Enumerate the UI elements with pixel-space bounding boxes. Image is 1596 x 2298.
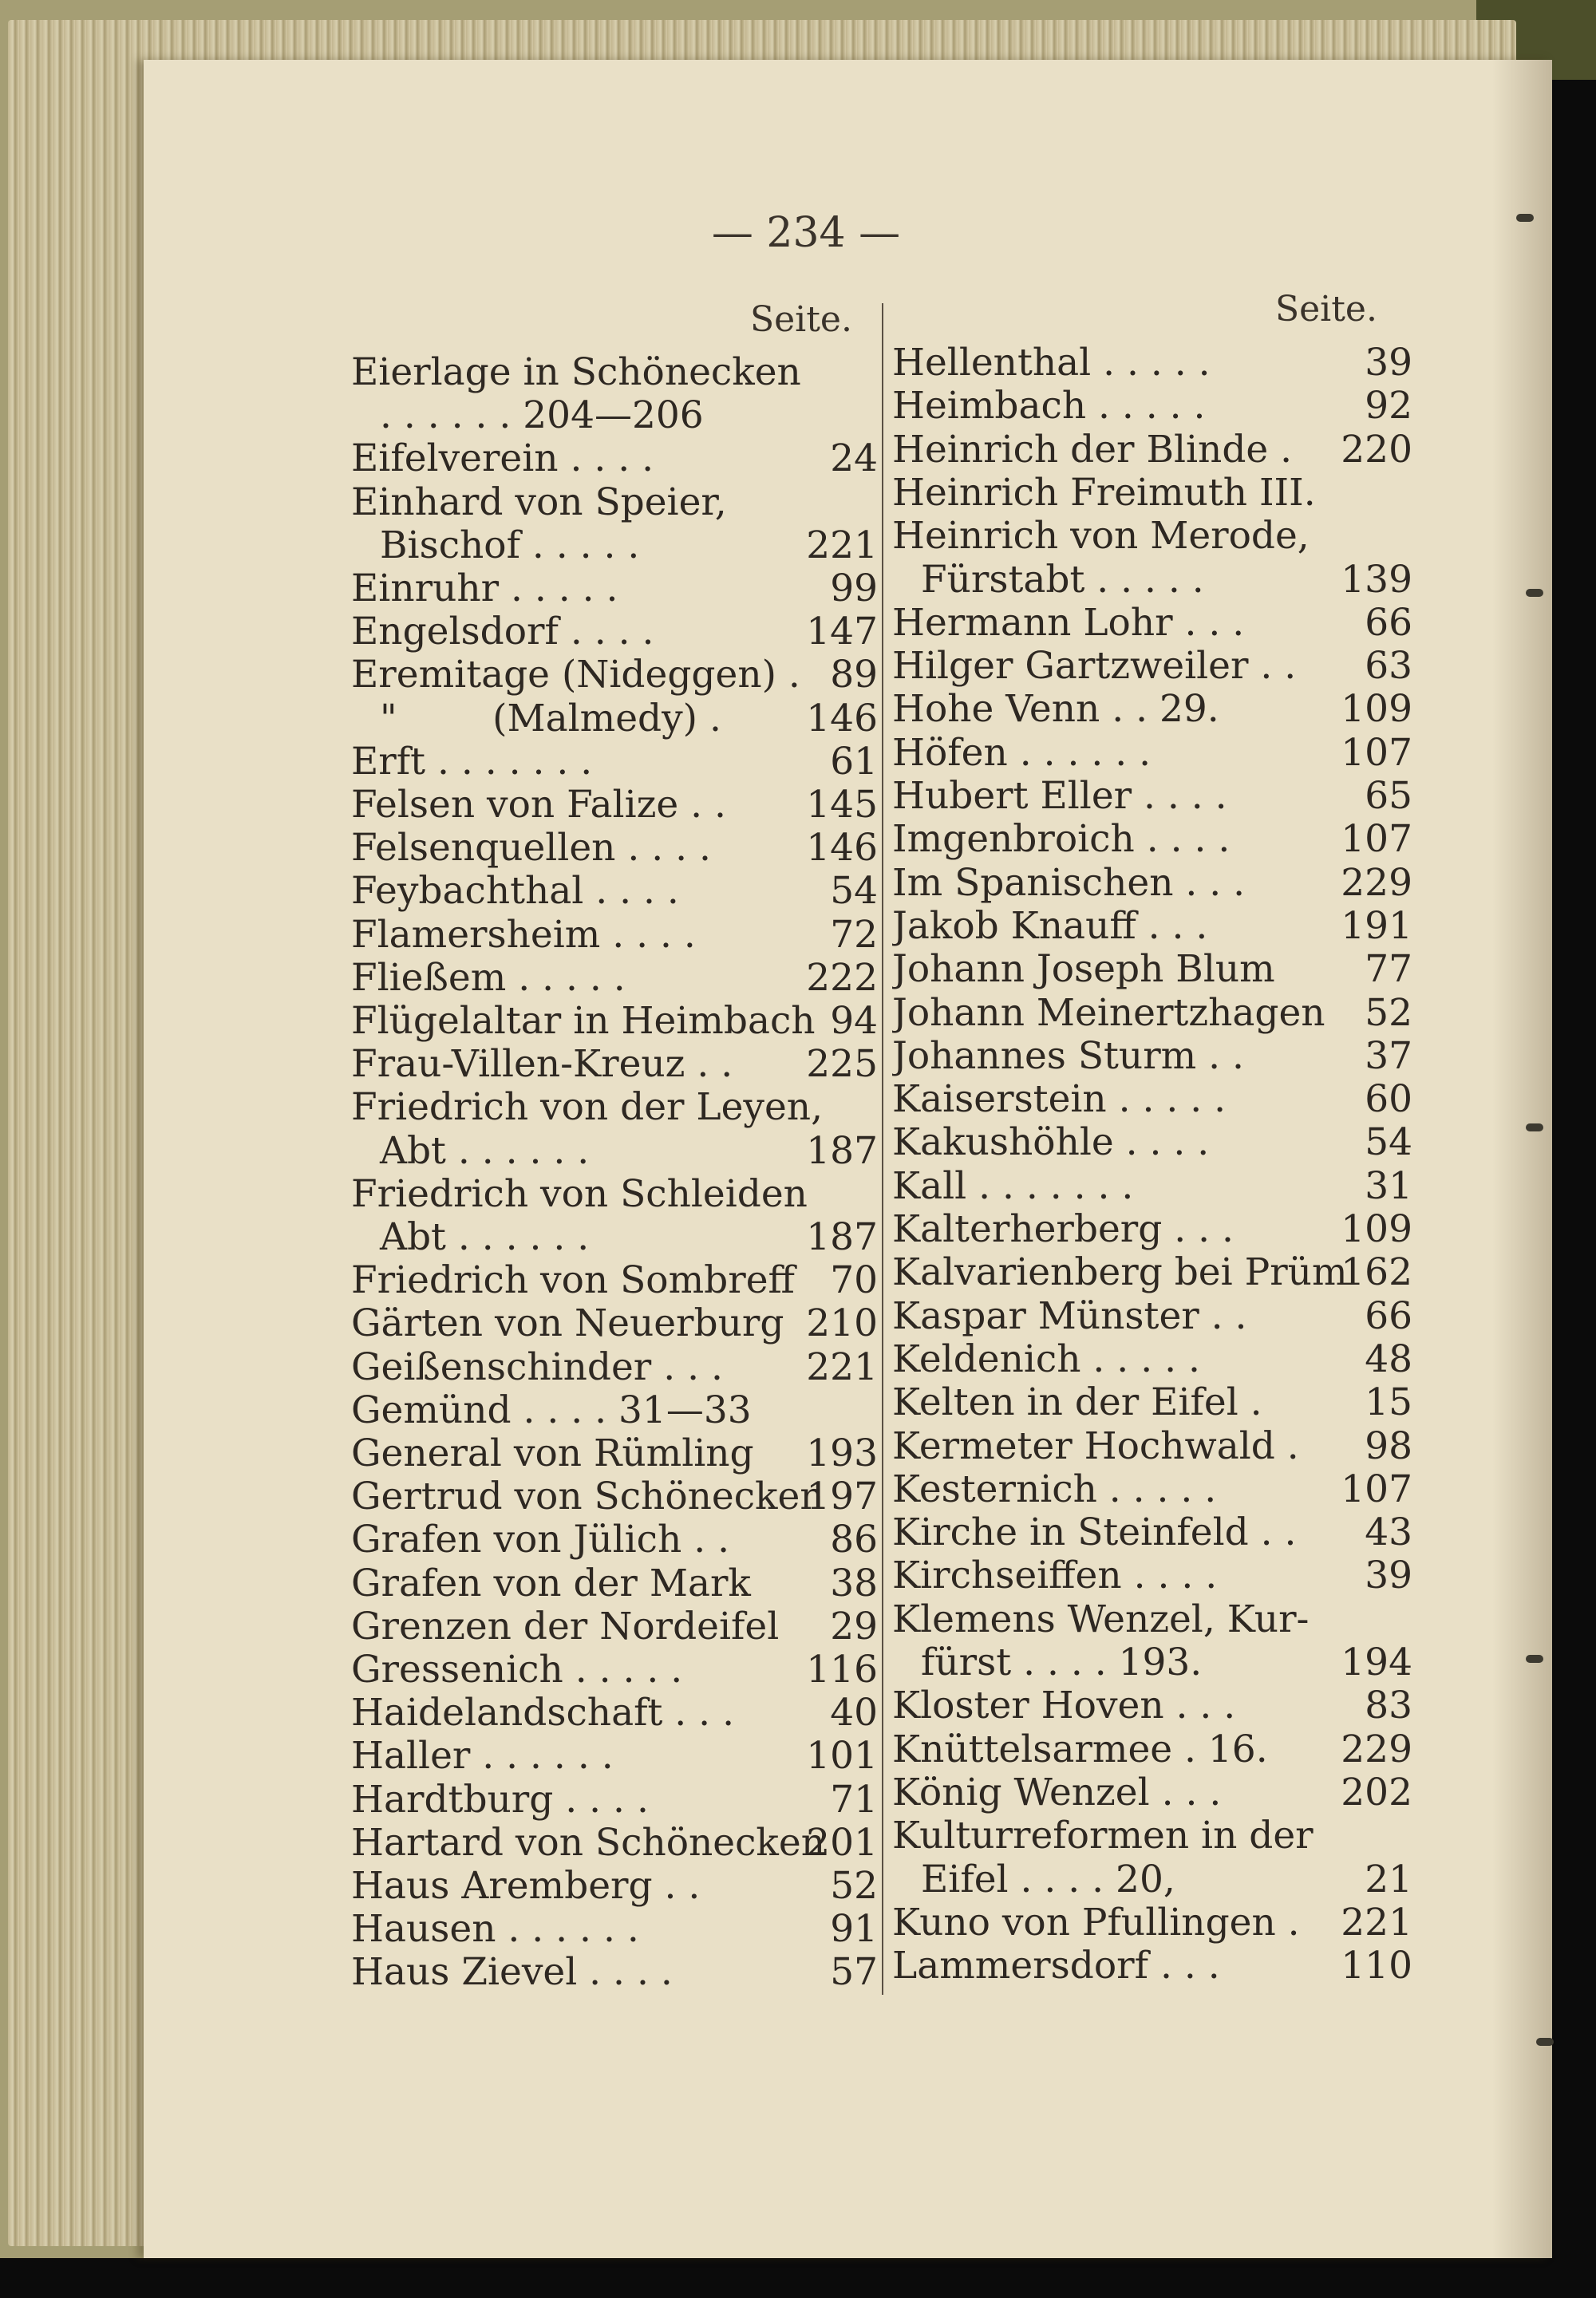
entry-name: Jakob Knauff . . . — [892, 904, 1208, 948]
entry-name: Kaiserstein . . . . . — [892, 1078, 1227, 1122]
entry-page: 91 — [830, 1908, 878, 1952]
entry-page: 83 — [1365, 1684, 1412, 1728]
entry-name: Höfen . . . . . . — [892, 731, 1152, 775]
index-entry — [351, 870, 878, 913]
index-entry — [892, 559, 1412, 602]
entry-name: Eifelverein . . . . — [351, 437, 654, 481]
entry-page: 146 — [806, 697, 878, 740]
index-entry — [892, 818, 1412, 861]
entry-name: Heinrich von Merode, — [892, 515, 1310, 559]
page-mark — [1526, 1655, 1543, 1663]
entry-page: 38 — [830, 1562, 878, 1605]
entry-page: 109 — [1341, 688, 1412, 732]
entry-page: 162 — [1341, 1251, 1412, 1295]
entry-page: 139 — [1341, 558, 1412, 602]
entry-name: Hermann Lohr . . . — [892, 601, 1245, 645]
index-entry — [892, 905, 1412, 948]
index-entry — [892, 1814, 1412, 1858]
index-entry — [351, 1432, 878, 1475]
index-entry — [892, 775, 1412, 818]
index-entry — [351, 653, 878, 697]
index-entry — [892, 1251, 1412, 1294]
index-entry — [892, 1338, 1412, 1381]
entry-name: Grafen von der Mark — [351, 1562, 751, 1605]
index-entry — [351, 784, 878, 827]
entry-name: Gressenich . . . . . — [351, 1648, 683, 1692]
entry-page: 89 — [830, 653, 878, 697]
entry-page: 57 — [830, 1951, 878, 1995]
entry-name: Felsen von Falize . . — [351, 784, 726, 827]
entry-page: 107 — [1341, 1467, 1412, 1511]
index-entry — [892, 1295, 1412, 1338]
index-entry — [351, 1518, 878, 1562]
index-entry — [351, 1822, 878, 1865]
entry-name: König Wenzel . . . — [892, 1771, 1222, 1814]
entry-name: Knüttelsarmee . 16. — [892, 1727, 1268, 1771]
entry-page: 221 — [1341, 1901, 1412, 1945]
entry-page: 201 — [806, 1821, 878, 1865]
entry-page: 52 — [830, 1865, 878, 1908]
entry-page: 71 — [830, 1778, 878, 1822]
entry-name: Geißenschinder . . . — [351, 1345, 723, 1389]
entry-page: 187 — [806, 1129, 878, 1173]
index-entry — [351, 1692, 878, 1735]
entry-page: 193 — [806, 1432, 878, 1475]
entry-name: Kuno von Pfullingen . — [892, 1901, 1300, 1945]
entry-name: Kalterherberg . . . — [892, 1208, 1234, 1251]
entry-page: 191 — [1341, 904, 1412, 948]
entry-name: Flügelaltar in Heimbach — [351, 1000, 816, 1043]
right-column-header: Seite. — [1275, 289, 1377, 330]
entry-page: 229 — [1341, 1727, 1412, 1771]
index-entry — [892, 1641, 1412, 1684]
index-entry — [351, 1216, 878, 1259]
entry-name: Eierlage in Schönecken — [351, 351, 801, 394]
page-number: — 234 — — [711, 209, 901, 257]
entry-name: Hohe Venn . . 29. — [892, 688, 1219, 732]
entry-page: 48 — [1365, 1337, 1412, 1381]
page-mark — [1526, 589, 1543, 597]
entry-name: Haus Zievel . . . . — [351, 1951, 673, 1995]
entry-name: Hellenthal . . . . . — [892, 342, 1211, 385]
index-entry — [892, 1165, 1412, 1208]
entry-name: Abt . . . . . . — [380, 1129, 590, 1173]
page-mark — [1536, 2038, 1554, 2046]
entry-page: 39 — [1365, 342, 1412, 385]
entry-name: Johannes Sturm . . — [892, 1034, 1244, 1078]
entry-name: Kakushöhle . . . . — [892, 1121, 1210, 1165]
entry-name: Lammersdorf . . . — [892, 1945, 1220, 1988]
entry-name: Heimbach . . . . . — [892, 385, 1206, 428]
entry-name: Haidelandschaft . . . — [351, 1692, 735, 1735]
entry-name: Imgenbroich . . . . — [892, 818, 1231, 862]
entry-name: Flamersheim . . . . — [351, 913, 696, 957]
index-entry — [351, 1302, 878, 1345]
entry-page: 66 — [1365, 601, 1412, 645]
entry-page: 229 — [1341, 861, 1412, 905]
entry-name: fürst . . . . 193. — [921, 1641, 1203, 1684]
entry-page: 54 — [1365, 1121, 1412, 1165]
entry-page: 72 — [830, 913, 878, 957]
entry-page: 98 — [1365, 1424, 1412, 1468]
index-entry — [892, 385, 1412, 428]
index-entry — [351, 1000, 878, 1043]
index-entry — [892, 1468, 1412, 1511]
entry-page: 220 — [1341, 428, 1412, 472]
entry-page: 146 — [806, 827, 878, 871]
entry-page: 221 — [806, 1345, 878, 1389]
index-entry — [351, 481, 878, 524]
entry-page: 86 — [830, 1518, 878, 1562]
entry-page: 194 — [1341, 1641, 1412, 1684]
index-entry — [892, 342, 1412, 385]
index-entry — [892, 1684, 1412, 1727]
entry-name: Engelsdorf . . . . — [351, 610, 654, 654]
entry-name: Hubert Eller . . . . — [892, 775, 1227, 818]
column-divider — [882, 303, 883, 1995]
index-entry — [351, 914, 878, 957]
index-entry — [351, 394, 878, 437]
entry-page: 99 — [830, 567, 878, 610]
index-entry — [892, 1121, 1412, 1164]
entry-name: Johann Joseph Blum — [892, 948, 1275, 992]
entry-page: 43 — [1365, 1511, 1412, 1555]
entry-page: 197 — [806, 1475, 878, 1519]
index-entry — [351, 1130, 878, 1173]
index-entry — [892, 1381, 1412, 1424]
index-entry — [892, 1598, 1412, 1641]
entry-name: Grenzen der Nordeifel — [351, 1605, 780, 1648]
entry-name: " (Malmedy) . — [380, 697, 721, 740]
index-entry — [892, 948, 1412, 991]
entry-page: 77 — [1365, 948, 1412, 992]
index-entry — [351, 1086, 878, 1129]
entry-page: 187 — [806, 1216, 878, 1259]
entry-name: Im Spanischen . . . — [892, 861, 1246, 905]
index-entry — [351, 1259, 878, 1302]
page-gutter-shadow — [1492, 60, 1552, 2258]
index-entry — [351, 1346, 878, 1389]
index-entry — [892, 1554, 1412, 1597]
entry-page: 54 — [830, 870, 878, 914]
index-entry — [351, 697, 878, 740]
entry-name: . . . . . . 204—206 — [380, 394, 704, 438]
index-entry — [351, 1908, 878, 1951]
entry-page: 15 — [1365, 1381, 1412, 1425]
entry-name: Gemünd . . . . 31—33 — [351, 1388, 752, 1432]
entry-name: Kelten in der Eifel . — [892, 1381, 1262, 1425]
entry-page: 107 — [1341, 731, 1412, 775]
index-entry — [351, 610, 878, 653]
entry-name: Johann Meinertzhagen — [892, 991, 1325, 1035]
index-entry — [892, 1728, 1412, 1771]
entry-name: Kall . . . . . . . — [892, 1164, 1134, 1208]
entry-page: 37 — [1365, 1034, 1412, 1078]
entry-page: 63 — [1365, 645, 1412, 689]
entry-name: Heinrich Freimuth III. — [892, 471, 1316, 515]
entry-name: Fließem . . . . . — [351, 956, 626, 1000]
entry-page: 29 — [830, 1605, 878, 1648]
entry-name: Abt . . . . . . — [380, 1216, 590, 1259]
index-entry — [892, 1945, 1412, 1988]
entry-page: 65 — [1365, 775, 1412, 818]
entry-page: 145 — [806, 784, 878, 827]
entry-name: Felsenquellen . . . . — [351, 827, 711, 871]
entry-name: General von Rümling — [351, 1432, 754, 1475]
entry-name: Klemens Wenzel, Kur- — [892, 1597, 1310, 1641]
index-entry — [892, 1901, 1412, 1945]
entry-name: Eremitage (Nideggen) . — [351, 653, 800, 697]
entry-name: Keldenich . . . . . — [892, 1337, 1200, 1381]
index-entry — [892, 688, 1412, 731]
entry-name: Friedrich von Sombreff — [351, 1259, 795, 1303]
entry-name: Haus Aremberg . . — [351, 1865, 701, 1908]
page-mark — [1526, 1123, 1543, 1131]
entry-page: 92 — [1365, 385, 1412, 428]
index-entry — [351, 567, 878, 610]
entry-name: Einhard von Speier, — [351, 480, 727, 524]
entry-page: 24 — [830, 437, 878, 481]
entry-name: Hartard von Schönecken — [351, 1821, 825, 1865]
entry-page: 94 — [830, 1000, 878, 1043]
index-entry — [892, 1035, 1412, 1078]
entry-name: Einruhr . . . . . — [351, 567, 618, 610]
index-entry — [351, 437, 878, 480]
index-entry — [351, 1043, 878, 1086]
index-entry — [351, 1735, 878, 1778]
entry-name: Kirche in Steinfeld . . — [892, 1511, 1297, 1555]
index-entry — [892, 1078, 1412, 1121]
entry-page: 21 — [1365, 1858, 1412, 1901]
index-entry — [351, 827, 878, 870]
entry-page: 31 — [1365, 1164, 1412, 1208]
index-entry — [892, 1511, 1412, 1554]
entry-name: Kesternich . . . . . — [892, 1467, 1217, 1511]
entry-name: Kalvarienberg bei Prüm — [892, 1251, 1348, 1295]
page-mark — [1516, 214, 1534, 222]
index-entry — [892, 992, 1412, 1035]
index-entry — [892, 1858, 1412, 1901]
entry-page: 39 — [1365, 1554, 1412, 1598]
index-entry — [351, 1562, 878, 1605]
left-column-header: Seite. — [750, 299, 852, 340]
index-entry — [351, 1865, 878, 1908]
index-entry — [892, 732, 1412, 775]
entry-name: Bischof . . . . . — [380, 523, 640, 567]
index-entry — [892, 1425, 1412, 1468]
index-entry — [351, 1173, 878, 1216]
entry-name: Haller . . . . . . — [351, 1735, 614, 1779]
entry-name: Friedrich von der Leyen, — [351, 1086, 824, 1130]
entry-name: Gertrud von Schönecken — [351, 1475, 824, 1519]
entry-page: 147 — [806, 610, 878, 654]
index-entry — [892, 645, 1412, 688]
index-entry — [351, 1475, 878, 1518]
index-entry — [351, 1951, 878, 1994]
entry-name: Hilger Gartzweiler . . — [892, 645, 1297, 689]
index-entry — [892, 1208, 1412, 1251]
index-entry — [351, 1648, 878, 1692]
entry-page: 101 — [806, 1735, 878, 1779]
entry-page: 225 — [806, 1043, 878, 1087]
index-entry — [351, 1605, 878, 1648]
entry-page: 61 — [830, 740, 878, 784]
entry-page: 66 — [1365, 1294, 1412, 1338]
entry-page: 107 — [1341, 818, 1412, 862]
index-entry — [892, 472, 1412, 515]
entry-page: 116 — [806, 1648, 878, 1692]
entry-page: 70 — [830, 1259, 878, 1303]
index-entry — [892, 862, 1412, 905]
entry-name: Fürstabt . . . . . — [921, 558, 1204, 602]
entry-name: Grafen von Jülich . . — [351, 1518, 730, 1562]
entry-name: Gärten von Neuerburg — [351, 1302, 784, 1346]
entry-page: 221 — [806, 523, 878, 567]
entry-name: Heinrich der Blinde . — [892, 428, 1293, 472]
entry-name: Eifel . . . . 20, — [921, 1858, 1175, 1901]
index-entry — [351, 740, 878, 784]
entry-name: Hardtburg . . . . — [351, 1778, 649, 1822]
index-entry — [351, 1389, 878, 1432]
entry-name: Hausen . . . . . . — [351, 1908, 639, 1952]
index-entry — [892, 602, 1412, 645]
index-entry — [892, 1771, 1412, 1814]
index-entry — [351, 524, 878, 567]
entry-name: Feybachthal . . . . — [351, 870, 679, 914]
index-entry — [892, 515, 1412, 558]
entry-page: 222 — [806, 956, 878, 1000]
index-entry — [351, 351, 878, 394]
entry-name: Kirchseiffen . . . . — [892, 1554, 1218, 1598]
entry-name: Kulturreformen in der — [892, 1814, 1314, 1858]
index-entry — [351, 1779, 878, 1822]
entry-name: Kermeter Hochwald . — [892, 1424, 1299, 1468]
entry-name: Friedrich von Schleiden — [351, 1172, 808, 1216]
entry-page: 60 — [1365, 1078, 1412, 1122]
entry-page: 40 — [830, 1692, 878, 1735]
entry-name: Kaspar Münster . . — [892, 1294, 1247, 1338]
entry-page: 202 — [1341, 1771, 1412, 1814]
index-entry — [892, 428, 1412, 472]
entry-page: 52 — [1365, 991, 1412, 1035]
entry-name: Erft . . . . . . . — [351, 740, 593, 784]
entry-page: 210 — [806, 1302, 878, 1346]
entry-name: Frau-Villen-Kreuz . . — [351, 1043, 733, 1087]
entry-page: 110 — [1341, 1945, 1412, 1988]
index-entry — [351, 957, 878, 1000]
entry-name: Kloster Hoven . . . — [892, 1684, 1236, 1728]
entry-page: 109 — [1341, 1208, 1412, 1251]
